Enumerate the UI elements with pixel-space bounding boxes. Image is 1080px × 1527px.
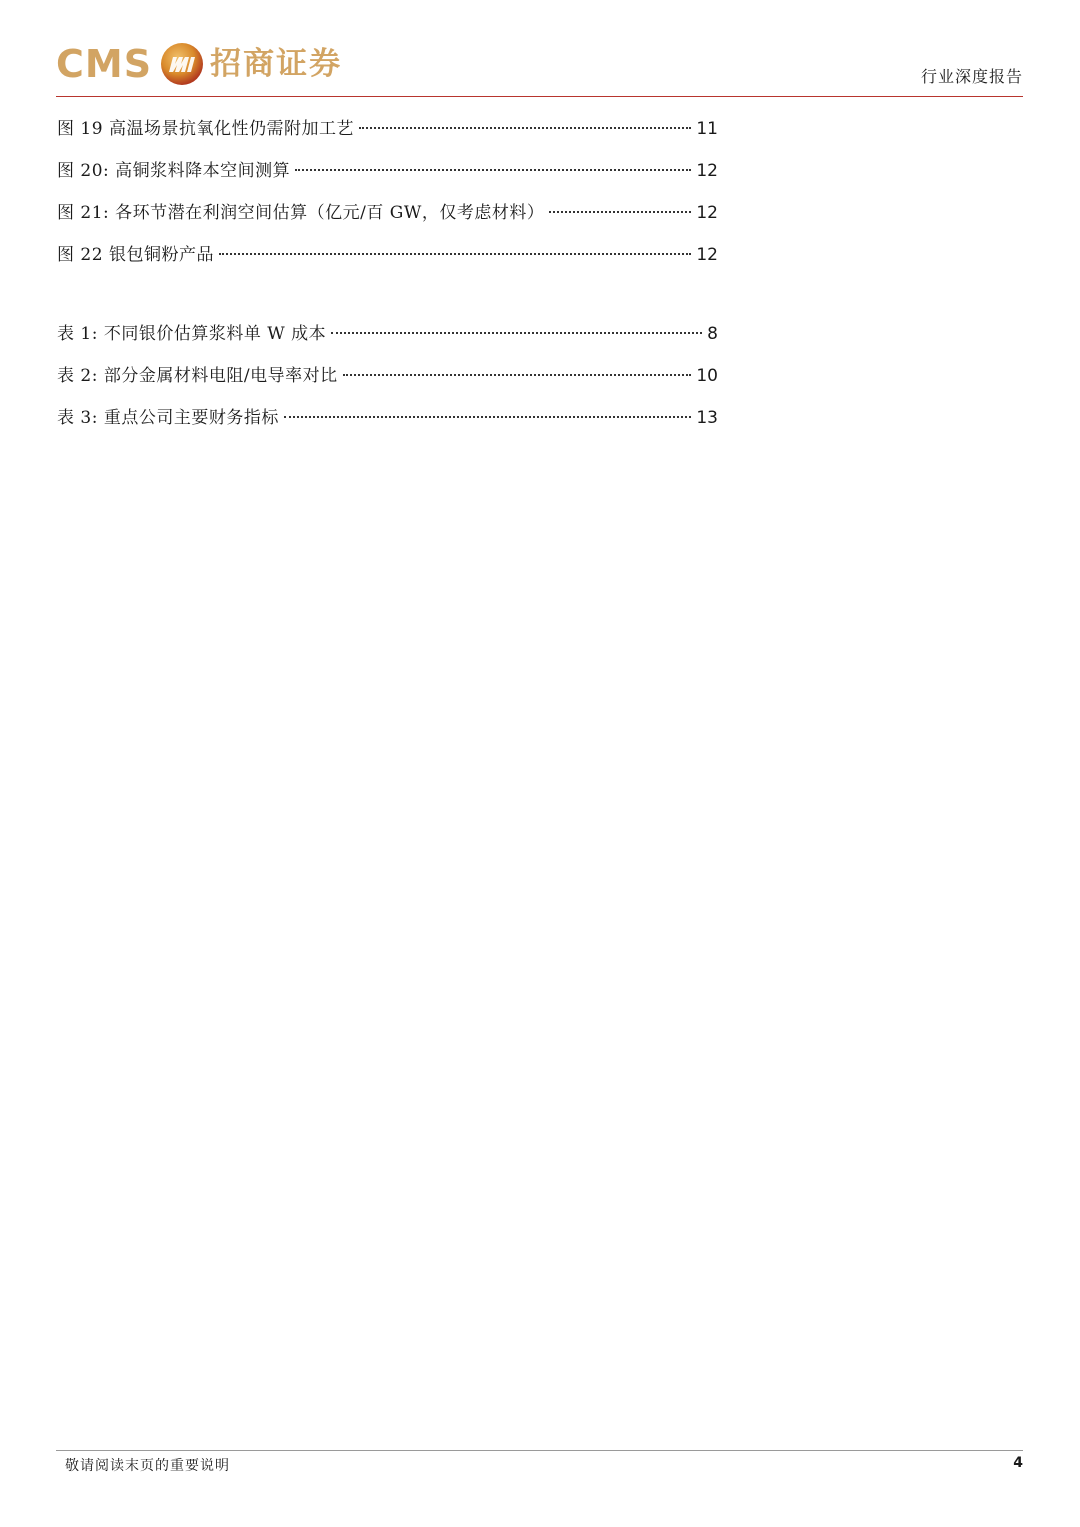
logo-latin-text: CMS xyxy=(56,42,153,86)
toc-entry-table-2[interactable] xyxy=(57,364,718,406)
toc-entry-label: 表 1: 不同银价估算浆料单 W 成本 xyxy=(57,324,327,344)
footer-divider xyxy=(56,1450,1023,1451)
toc-entry-label: 图 22 银包铜粉产品 xyxy=(57,245,214,265)
dot-leader xyxy=(343,374,692,376)
table-list xyxy=(57,322,718,448)
dot-leader xyxy=(331,332,702,334)
dot-leader xyxy=(219,253,691,255)
header-divider xyxy=(56,96,1023,97)
toc-entry-page: 8 xyxy=(707,324,718,344)
toc-entry-page: 13 xyxy=(696,408,718,428)
cms-emblem-icon xyxy=(160,42,204,86)
toc-entry-page: 12 xyxy=(696,161,718,181)
toc-entry-figure-19[interactable] xyxy=(57,117,718,159)
page-header xyxy=(56,36,1023,96)
toc-entry-figure-22[interactable] xyxy=(57,243,718,285)
dot-leader xyxy=(284,416,692,418)
toc-entry-page: 12 xyxy=(696,203,718,223)
report-type-label: 行业深度报告 xyxy=(920,67,1023,86)
page-number: 4 xyxy=(1013,1455,1023,1471)
toc-entry-label: 图 20: 高铜浆料降本空间测算 xyxy=(57,161,291,181)
figure-list xyxy=(57,117,718,285)
dot-leader xyxy=(359,127,691,129)
toc-entry-page: 12 xyxy=(696,245,718,265)
toc-entry-figure-21[interactable] xyxy=(57,201,718,243)
toc-entry-table-1[interactable] xyxy=(57,322,718,364)
toc-entry-figure-20[interactable] xyxy=(57,159,718,201)
toc-entry-page: 10 xyxy=(696,366,718,386)
toc-entry-label: 表 3: 重点公司主要财务指标 xyxy=(57,408,279,428)
toc-entry-page: 11 xyxy=(696,119,718,139)
toc-entry-table-3[interactable] xyxy=(57,406,718,448)
logo-chinese-text: 招商证券 xyxy=(210,45,343,82)
toc-entry-label: 图 19 高温场景抗氧化性仍需附加工艺 xyxy=(57,119,354,139)
cms-logo xyxy=(56,40,342,88)
footer-disclaimer: 敬请阅读末页的重要说明 xyxy=(65,1458,230,1474)
toc-entry-label: 图 21: 各环节潜在利润空间估算（亿元/百 GW，仅考虑材料） xyxy=(57,203,545,223)
toc-entry-label: 表 2: 部分金属材料电阻/电导率对比 xyxy=(57,366,338,386)
dot-leader xyxy=(295,169,691,171)
dot-leader xyxy=(549,211,691,213)
